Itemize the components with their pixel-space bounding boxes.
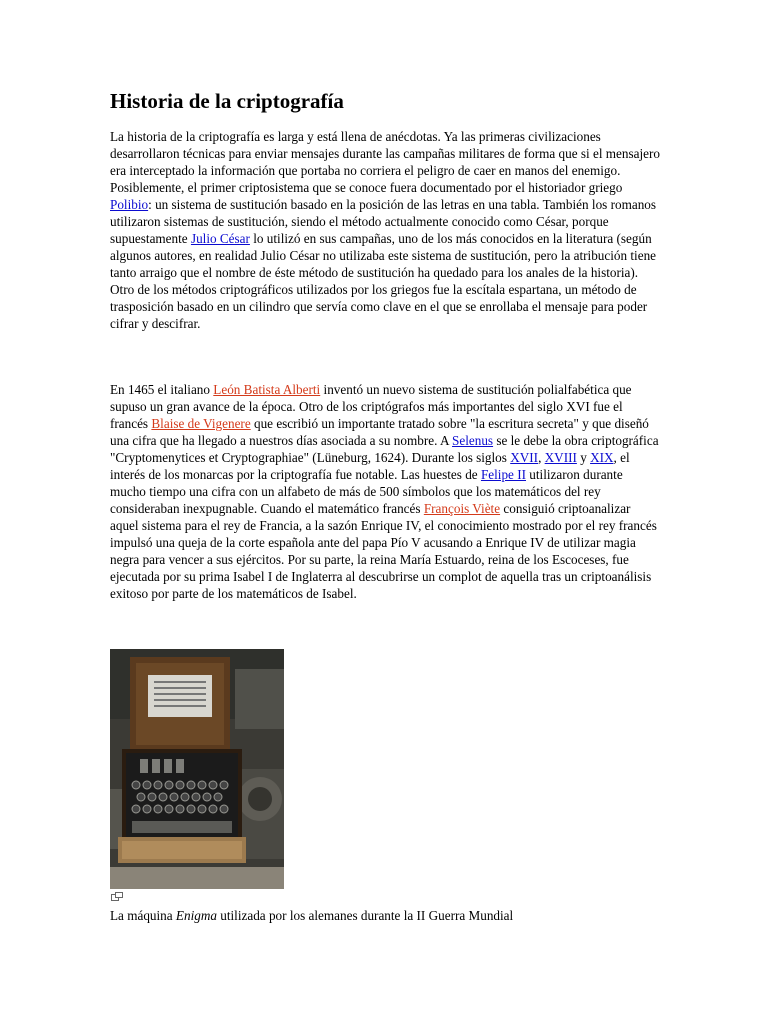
link-siglo-xviii[interactable]: XVIII [544,450,577,465]
link-siglo-xvii[interactable]: XVII [510,450,539,465]
caption-post: utilizada por los alemanes durante la II Guerra Mundial [216,908,514,923]
p2-text-4: se le debe la obra criptográfica "Cryptomenytices et Cryptographiae" (Lüneburg, 1624). Durante los siglos [110,433,659,465]
enigma-machine-photo[interactable] [110,649,284,889]
p2-text-5: , [538,450,545,465]
p2-text-2: inventó un nuevo sistema de sustitución polialfabética que supuso un gran avance de la época. Otro de los criptógrafos más importantes del siglo XVI fue el francés [110,382,632,431]
p2-text-6: y [576,450,591,465]
enlarge-icon-glyph [111,892,123,902]
page-title: Historia de la criptografía [110,89,344,113]
paragraph-1 [110,128,660,332]
caption-pre: La máquina [110,908,176,923]
link-vigenere[interactable]: Blaise de Vigenere [151,416,251,431]
p2-text-7: , el interés de los monarcas por la criptografía fue notable. Las huestes de [110,450,630,482]
link-selenus[interactable]: Selenus [452,433,494,448]
caption-emphasis: Enigma [175,908,217,923]
p2-text-8: utilizaron durante mucho tiempo una cifra con un alfabeto de más de 500 símbolos que los matemáticos del rey consideraban inexpugnable. Cuando el matemático francés [110,467,623,516]
enigma-illustration [110,649,284,889]
p1-text-3: lo utilizó en sus campañas, uno de los más conocidos en la literatura (según algunos autores, en realidad Julio César no utilizaba este sistema de sustitución, pero la atribución tiene tanto arraigo que el nombre de éste método de sustitución ha quedado para los anales de la historia). Otro de los métodos criptográficos utilizados por los griegos fue la escítala espartana, un método de trasposición basado en un cilindro que servía como clave en el que se enrollaba el mensaje para poder cifrar y descifrar. [110,231,657,331]
link-viete[interactable]: François Viète [423,501,501,516]
link-polibio[interactable]: Polibio [110,197,149,212]
link-alberti[interactable]: León Batista Alberti [213,382,321,397]
link-felipe-ii[interactable]: Felipe II [480,467,526,482]
p2-text-9: consiguió criptoanalizar aquel sistema para el rey de Francia, a la sazón Enrique IV, el conocimiento mostrado por el rey francés impulsó una queja de la corte española ante del papa Pío V acusando a Enrique IV de utilizar magia negra para vencer a sus ejércitos. Por su parte, la reina María Estuardo, reina de los Escoceses, fue ejecutada por su prima Isabel I de Inglaterra al descubrirse un complot de aquella tras un criptoanálisis exitoso por parte de los matemáticos de Isabel. [110,501,657,601]
image-caption [110,907,513,924]
p1-text-1: La historia de la criptografía es larga y está llena de anécdotas. Ya las primeras civilizaciones desarrollaron técnicas para enviar mensajes durante las campañas militares de forma que si el mensajero era interceptado la información que portaba no corriera el peligro de caer en manos del enemigo. Posiblemente, el primer criptosistema que se conoce fuera documentado por el historiador griego [110,129,660,195]
enlarge-icon[interactable] [111,889,123,899]
link-siglo-xix[interactable]: XIX [590,450,614,465]
p1-text-2: : un sistema de sustitución basado en la posición de las letras en una tabla. También los romanos utilizaron sistemas de sustitución, siendo el método actualmente conocido como César, porque supuestamente [110,197,657,246]
link-julio-cesar[interactable]: Julio César [190,231,250,246]
p2-text-1: En 1465 el italiano [110,382,214,397]
paragraph-2 [110,381,660,602]
p2-text-3: que escribió un importante tratado sobre "la escritura secreta" y que diseñó una cifra que ha llegado a nuestros días asociada a su nombre. A [110,416,649,448]
